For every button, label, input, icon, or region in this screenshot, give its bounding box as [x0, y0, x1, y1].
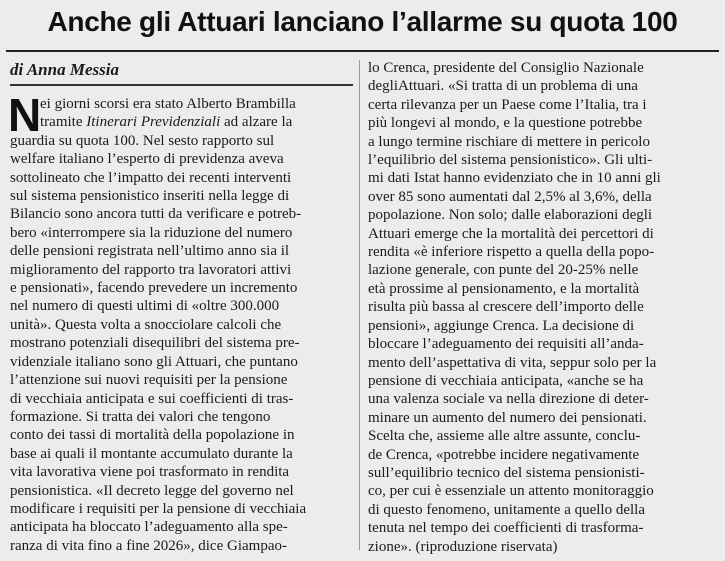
- text-line: formazione. Si tratta dei valori che tengono: [10, 408, 271, 425]
- text-line: una valenza sociale va nella direzione di deter-: [368, 391, 649, 408]
- drop-cap: N: [8, 89, 42, 141]
- text-line: videnziale italiano sono gli Attuari, che puntano: [10, 353, 298, 370]
- right-column-body: [368, 59, 716, 556]
- text-line: modificare i requisiti per la pensione di vecchiaia: [10, 500, 307, 517]
- text-line: mento dell’aspettativa di vita, seppur solo per la: [368, 354, 657, 371]
- text-line: vita lavorativa viene poi trasformato in rendita: [10, 464, 290, 481]
- headline-rule: [6, 50, 719, 52]
- article-column-left: [8, 89, 355, 555]
- text-line: lazione generale, con punte del 20-25% nelle: [368, 262, 639, 279]
- publication-name: Itinerari Previdenziali: [86, 114, 221, 131]
- text-line: guardia su quota 100. Nel sesto rapporto sul: [10, 132, 275, 149]
- text-line: l’attenzione sui nuovi requisiti per la pensione: [10, 372, 288, 389]
- text-line: degliAttuari. «Si tratta di un problema di una: [368, 78, 638, 95]
- text-line: bloccare l’adeguamento dei requisiti all’anda-: [368, 336, 644, 353]
- text-line: unità». Questa volta a snocciolare calcoli che: [10, 316, 282, 333]
- text-line: rendita «è inferiore rispetto a quella della popo-: [368, 244, 655, 261]
- text-line: zione». (riproduzione riservata): [368, 538, 558, 555]
- text-line: età prossime al pensionamento, e la mortalità: [368, 280, 640, 297]
- text-line: Bilancio sono ancora tutti da verificare e potreb-: [10, 206, 302, 223]
- text-line: mostrano potenziali disequilibri del sistema pre-: [10, 335, 300, 352]
- text-line: miglioramento del rapporto tra lavoratori attivi: [10, 261, 292, 278]
- byline-rule: [10, 84, 353, 86]
- text-line: ranza di vita fino a fine 2026», dice Giampao-: [10, 537, 287, 554]
- text-line: [10, 113, 355, 131]
- text-line: welfare italiano l’esperto di previdenza aveva: [10, 151, 284, 168]
- text-line: ei giorni scorsi era stato Alberto Brambilla: [40, 96, 296, 112]
- text-line: conto dei tassi di mortalità della popolazione in: [10, 427, 295, 444]
- text-line: anticipata ha bloccato l’adeguamento alla spe-: [10, 519, 288, 536]
- text-line: base ai quali il montante accumulato durante la: [10, 445, 293, 462]
- text-line: l’equilibrio del sistema pensionistico». Gli ulti-: [368, 152, 653, 169]
- text-line: tenuta nel tempo dei coefficienti di trasforma-: [368, 520, 644, 537]
- text-line: over 85 sono aumentati dal 2,5% al 3,6%, della: [368, 188, 652, 205]
- left-column-body: [10, 132, 355, 555]
- text-line: mi dati Istat hanno evidenziato che in 10 anni gli: [368, 170, 661, 187]
- article-byline: di Anna Messia: [10, 60, 119, 79]
- text-line: Attuari emerge che la mortalità dei percettori di: [368, 225, 654, 242]
- article-column-right: [368, 59, 716, 556]
- text-line: a lungo termine rischiare di mettere in pericolo: [368, 133, 650, 150]
- column-divider: [359, 60, 360, 550]
- text-line: risulta più bassa al crescere dell’importo delle: [368, 299, 644, 316]
- text-line: più longevi al mondo, e la questione potrebbe: [368, 115, 643, 132]
- text-line: pensioni», aggiunge Crenca. La decisione di: [368, 317, 635, 334]
- text-line: bero «interrompere sia la riduzione del numero: [10, 224, 293, 241]
- text-line: sull’equilibrio tecnico del sistema pensionisti-: [368, 464, 645, 481]
- text-line: di vecchiaia anticipata e sui coefficienti di tras-: [10, 390, 294, 407]
- text-line: pensione di vecchiaia anticipata, «anche se ha: [368, 372, 644, 389]
- text-line: sul sistema pensionistico inseriti nella legge di: [10, 188, 290, 205]
- text-line: pensionistica. «Il decreto legge del governo nel: [10, 482, 294, 499]
- text-line: co, per cui è essenziale un attento monitoraggio: [368, 483, 654, 500]
- text-line: lo Crenca, presidente del Consiglio Nazionale: [368, 60, 644, 76]
- text-line: minare un aumento del numero dei pensionati.: [368, 409, 647, 426]
- text-line: certa rilevanza per un Paese come l’Italia, tra i: [368, 96, 647, 113]
- text-line: nel numero di questi ultimi di «oltre 300.000: [10, 298, 280, 315]
- article-headline: Anche gli Attuari lanciano l’allarme su quota 100: [47, 6, 678, 37]
- text-line: sottolineato che l’impatto dei recenti interventi: [10, 169, 292, 186]
- text-line: de Crenca, «potrebbe incidere negativamente: [368, 446, 640, 463]
- text-line: Scelta che, assieme alle altre assunte, conclu-: [368, 428, 641, 445]
- text-line: di questo fenomeno, unitamente a quello della: [368, 501, 646, 518]
- text-line: popolazione. Non solo; dalle elaborazioni degli: [368, 207, 653, 224]
- text-line: e pensionati», facendo prevedere un incremento: [10, 280, 298, 297]
- text-fragment: tramite: [40, 114, 87, 131]
- text-line: delle pensioni registrata nell’ultimo anno sia il: [10, 243, 290, 260]
- text-fragment: ad alzare la: [220, 114, 293, 131]
